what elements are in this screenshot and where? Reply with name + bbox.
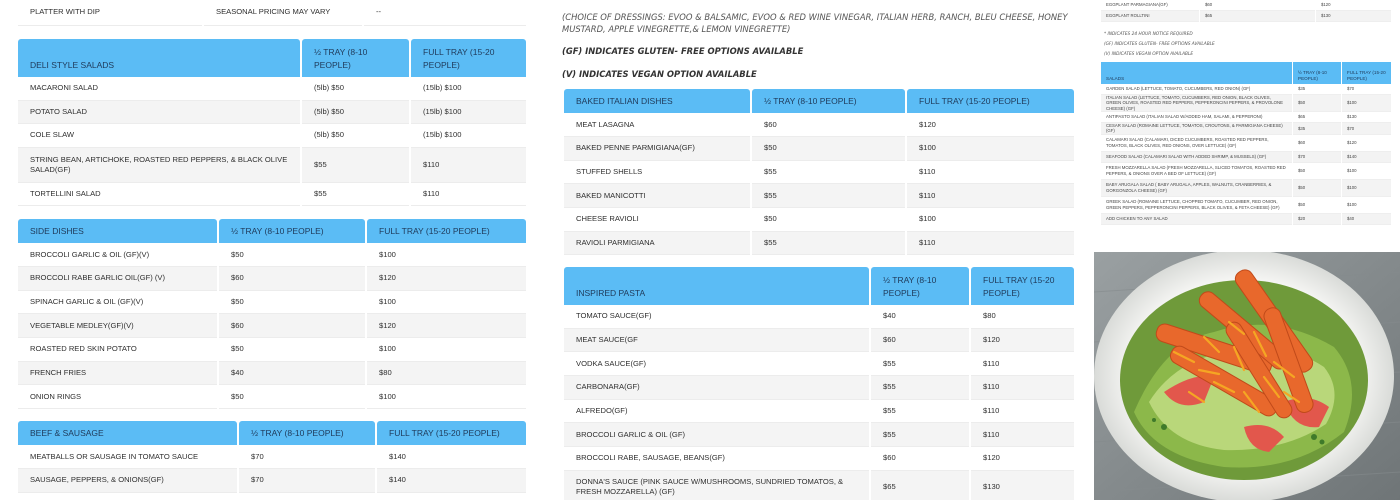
full-tray-heading: FULL TRAY (15-20 PEOPLE) <box>411 39 526 77</box>
salads-body <box>1101 84 1391 225</box>
side-dishes-table <box>16 219 528 409</box>
salad-item-row <box>1101 135 1391 152</box>
half-tray-price: $65 <box>1293 112 1341 123</box>
item-name: CALAMARI SALAD (CALAMARI, DICED CUCUMBERS, ROASTED RED PEPPERS, TOMATOS, BLACK OLIVES, RED ONIONS, OVER LETTUCE) (GF) <box>1101 135 1292 152</box>
half-tray-price: $50 <box>219 243 365 267</box>
deli-salad-row <box>18 183 526 207</box>
pasta-item-row <box>564 447 1074 471</box>
half-tray-heading: ½ TRAY (8-10 PEOPLE) <box>219 219 365 243</box>
full-tray-price: $100 <box>1342 95 1391 112</box>
eggplant-table-body <box>1101 0 1391 22</box>
item-name: ITALIAN SALAD (LETTUCE, TOMATO, CUCUMBERS, RED ONION, BLACK OLIVES, GREEN OLIVES, ROASTED RED PEPPERS, PEPPERONCINI PEPPERS, & PROVOLONE CHEESE) (GF) <box>1101 95 1292 112</box>
menu-column-left <box>16 0 528 500</box>
full-tray-price: $120 <box>367 314 526 338</box>
half-tray-price: $70 <box>239 469 375 493</box>
item-name: SAUSAGE, PEPPERS, & ONIONS(GF) <box>18 469 237 493</box>
salads-section <box>1100 62 1392 225</box>
inspired-pasta-body <box>564 305 1074 500</box>
item-name: FRENCH FRIES <box>18 362 217 386</box>
full-tray-price: $100 <box>1342 180 1391 197</box>
full-tray-price: $110 <box>411 183 526 207</box>
half-tray-price: $60 <box>752 113 905 137</box>
half-tray-price: $50 <box>752 208 905 232</box>
item-name: TORTELLINI SALAD <box>18 183 300 207</box>
full-tray-heading: FULL TRAY (15-20 PEOPLE) <box>367 219 526 243</box>
half-tray-price: $20 <box>1293 214 1341 225</box>
baked-dishes-section <box>562 89 1076 255</box>
salad-item-row <box>1101 180 1391 197</box>
item-name: GREEK SALAD (ROMAINE LETTUCE, CHOPPED TOMATO, CUCUMBER, RED ONION, GREEN PEPPERS, PEPPERONCINI PEPPERS, BLACK OLIVES, & FETA CHEESE) (GF) <box>1101 197 1292 214</box>
side-dish-row <box>18 314 526 338</box>
full-tray-price: $120 <box>1316 0 1391 11</box>
full-tray-price: $140 <box>377 445 526 469</box>
half-tray-price: $50 <box>219 385 365 409</box>
item-name: CHEESE RAVIOLI <box>564 208 750 232</box>
item-name: BROCCOLI GARLIC & OIL (GF) <box>564 423 869 447</box>
full-tray-price: $120 <box>1342 135 1391 152</box>
half-tray-price: $60 <box>871 447 969 471</box>
item-name: EGGPLANT PARMAGIANA(GF) <box>1101 0 1199 11</box>
right-notes <box>1104 30 1392 60</box>
half-tray-price: $55 <box>752 184 905 208</box>
item-name: MEAT SAUCE(GF <box>564 329 869 353</box>
beef-sausage-body <box>18 445 526 493</box>
baked-dish-row <box>564 232 1074 256</box>
platter-table-wrap <box>16 0 528 26</box>
salad-illustration <box>1094 252 1400 500</box>
half-tray-price: $60 <box>219 314 365 338</box>
baked-dish-row <box>564 161 1074 185</box>
baked-dishes-body <box>564 113 1074 255</box>
half-tray-price: $50 <box>1293 180 1341 197</box>
item-name: RAVIOLI PARMIGIANA <box>564 232 750 256</box>
beef-sausage-table <box>16 421 528 493</box>
half-tray-price: $60 <box>1293 135 1341 152</box>
side-dishes-body <box>18 243 526 409</box>
full-tray-price: $70 <box>1342 84 1391 95</box>
full-tray-price: $100 <box>367 243 526 267</box>
item-name: ADD CHICKEN TO ANY SALAD <box>1101 214 1292 225</box>
full-tray-price: $110 <box>907 184 1074 208</box>
eggplant-table <box>1100 0 1392 22</box>
full-tray-price: $130 <box>971 471 1074 500</box>
deli-salad-row <box>18 77 526 101</box>
salads-table <box>1100 62 1392 225</box>
beef-sausage-heading: BEEF & SAUSAGE <box>18 421 237 445</box>
salad-item-row <box>1101 95 1391 112</box>
baked-dish-row <box>564 208 1074 232</box>
item-name: STRING BEAN, ARTICHOKE, ROASTED RED PEPPERS, & BLACK OLIVE SALAD(GF) <box>18 148 300 183</box>
item-name: ONION RINGS <box>18 385 217 409</box>
half-tray-heading: ½ TRAY (8-10 PEOPLE) <box>871 267 969 305</box>
half-tray-price: $60 <box>871 329 969 353</box>
buffalo-chicken-salad-photo <box>1094 252 1400 500</box>
baked-dishes-table <box>562 89 1076 255</box>
full-tray-heading: FULL TRAY (15-20 PEOPLE) <box>971 267 1074 305</box>
item-name: STUFFED SHELLS <box>564 161 750 185</box>
right-note: * INDICATES 24 HOUR NOTICE REQUIRED <box>1104 32 1193 37</box>
half-tray-price: $55 <box>752 232 905 256</box>
side-dish-row <box>18 385 526 409</box>
beef-item-row <box>18 445 526 469</box>
deli-salad-row <box>18 124 526 148</box>
item-name: ALFREDO(GF) <box>564 400 869 424</box>
vegan-note: (V) INDICATES VEGAN OPTION AVAILABLE <box>562 69 757 79</box>
item-name: ROASTED RED SKIN POTATO <box>18 338 217 362</box>
half-tray-price: $40 <box>871 305 969 329</box>
item-name: BROCCOLI RABE, SAUSAGE, BEANS(GF) <box>564 447 869 471</box>
item-name: TOMATO SAUCE(GF) <box>564 305 869 329</box>
full-tray-price: $120 <box>367 267 526 291</box>
half-tray-price: $60 <box>1200 0 1315 11</box>
half-tray-heading: ½ TRAY (8-10 PEOPLE) <box>239 421 375 445</box>
full-tray-price: $130 <box>1316 11 1391 22</box>
full-tray-price: $120 <box>971 329 1074 353</box>
deli-salad-row <box>18 101 526 125</box>
baked-dish-row <box>564 137 1074 161</box>
platter-table <box>16 0 528 26</box>
half-tray-price: $50 <box>1293 163 1341 180</box>
half-tray-price: $35 <box>1293 123 1341 135</box>
baked-dishes-heading: BAKED ITALIAN DISHES <box>564 89 750 113</box>
inspired-pasta-section <box>562 267 1076 500</box>
half-tray-price: $55 <box>302 148 409 183</box>
full-tray-heading: FULL TRAY (15-20 PEOPLE) <box>377 421 526 445</box>
full-tray-price: (15lb) $100 <box>411 101 526 125</box>
inspired-pasta-table <box>562 267 1076 500</box>
salad-item-row <box>1101 84 1391 95</box>
half-tray-price: (5lb) $50 <box>302 101 409 125</box>
pasta-item-row <box>564 329 1074 353</box>
half-tray-price: $60 <box>219 267 365 291</box>
half-tray-price: $50 <box>1293 95 1341 112</box>
item-name: CESAR SALAD (ROMAINE LETTUCE, TOMATOS, CROUTONS, & PARMIGIANA CHEESE) (GF) <box>1101 123 1292 135</box>
item-name: POTATO SALAD <box>18 101 300 125</box>
beef-item-row <box>18 469 526 493</box>
full-tray-heading: FULL TRAY (15-20 PEOPLE) <box>1342 62 1391 84</box>
item-name: MEAT LASAGNA <box>564 113 750 137</box>
beef-sausage-section <box>16 421 528 493</box>
pasta-item-row <box>564 376 1074 400</box>
item-name: CARBONARA(GF) <box>564 376 869 400</box>
side-dish-row <box>18 267 526 291</box>
full-tray-price: $110 <box>971 423 1074 447</box>
item-name: BROCCOLI RABE GARLIC OIL(GF) (V) <box>18 267 217 291</box>
side-dish-row <box>18 291 526 315</box>
half-tray-price: $50 <box>219 291 365 315</box>
full-tray-price: $110 <box>907 232 1074 256</box>
item-name: SPINACH GARLIC & OIL (GF)(V) <box>18 291 217 315</box>
full-tray-price: $100 <box>1342 163 1391 180</box>
full-tray-price: $80 <box>971 305 1074 329</box>
full-tray-price: $80 <box>367 362 526 386</box>
pasta-item-row <box>564 400 1074 424</box>
item-name: BROCCOLI GARLIC & OIL (GF)(V) <box>18 243 217 267</box>
full-tray-price: $100 <box>907 137 1074 161</box>
salad-item-row <box>1101 214 1391 225</box>
full-tray-price: $100 <box>367 338 526 362</box>
half-tray-price: $50 <box>752 137 905 161</box>
baked-dish-row <box>564 184 1074 208</box>
half-tray-price: $55 <box>871 400 969 424</box>
full-tray-price: $140 <box>377 469 526 493</box>
dressings-note: (CHOICE OF DRESSINGS: EVOO & BALSAMIC, EVOO & RED WINE VINEGAR, ITALIAN HERB, RANCH, BLEU CHEESE, HONEY MUSTARD, APPLE VINEGRETTE,& LEMON VINEGRETTE) <box>562 12 1068 35</box>
item-name: EGGPLANT ROLLTINI <box>1101 11 1199 22</box>
full-tray-price: $140 <box>1342 152 1391 163</box>
half-tray-price: $35 <box>1293 84 1341 95</box>
side-dishes-section <box>16 219 528 409</box>
full-tray-price: $100 <box>367 385 526 409</box>
item-name: PLATTER WITH DIP <box>18 0 202 26</box>
half-tray-price: $55 <box>302 183 409 207</box>
item-name: BAKED PENNE PARMIGIANA(GF) <box>564 137 750 161</box>
pasta-item-row <box>564 471 1074 500</box>
platter-row <box>18 0 526 26</box>
full-tray-price: $70 <box>1342 123 1391 135</box>
half-tray-heading: ½ TRAY (8-10 PEOPLE) <box>752 89 905 113</box>
full-tray-heading: FULL TRAY (15-20 PEOPLE) <box>907 89 1074 113</box>
full-tray-price: (15lb) $100 <box>411 124 526 148</box>
half-tray-price: $65 <box>871 471 969 500</box>
half-tray-price: SEASONAL PRICING MAY VARY <box>204 0 362 26</box>
full-tray-price: $110 <box>971 352 1074 376</box>
half-tray-price: $65 <box>1200 11 1315 22</box>
half-tray-price: (5lb) $50 <box>302 124 409 148</box>
side-dishes-heading: SIDE DISHES <box>18 219 217 243</box>
pasta-item-row <box>564 305 1074 329</box>
salad-item-row <box>1101 163 1391 180</box>
right-note: (GF) INDICATES GLUTEN- FREE OPTIONS AVAILABLE <box>1104 42 1215 47</box>
inspired-pasta-heading: INSPIRED PASTA <box>564 267 869 305</box>
half-tray-price: $55 <box>871 376 969 400</box>
eggplant-row <box>1101 0 1391 11</box>
eggplant-row <box>1101 11 1391 22</box>
half-tray-heading: ½ TRAY (8-10 PEOPLE) <box>1293 62 1341 84</box>
full-tray-price: $40 <box>1342 214 1391 225</box>
half-tray-price: $55 <box>752 161 905 185</box>
deli-salads-table <box>16 39 528 206</box>
half-tray-price: $50 <box>1293 197 1341 214</box>
item-name: ANTIPASTO SALAD (ITALIAN SALAD W/ADDED HAM, SALAMI, & PEPPERONI) <box>1101 112 1292 123</box>
item-name: MACARONI SALAD <box>18 77 300 101</box>
salads-heading: SALADS <box>1101 62 1292 84</box>
half-tray-price: $70 <box>1293 152 1341 163</box>
full-tray-price: $110 <box>411 148 526 183</box>
salad-item-row <box>1101 112 1391 123</box>
gluten-free-note: (GF) INDICATES GLUTEN- FREE OPTIONS AVAILABLE <box>562 46 804 56</box>
item-name: SEAFOOD SALAD (CALAMARI SALAD WITH ADDED SHRIMP, & MUSSELS) (GF) <box>1101 152 1292 163</box>
item-name: FRESH MOZZARELLA SALAD (FRESH MOZZARELLA, SLICED TOMATOS, ROASTED RED PEPPERS, & ONIONS OVER A BED OF LETTUCE) (GF) <box>1101 163 1292 180</box>
side-dish-row <box>18 243 526 267</box>
half-tray-price: $50 <box>219 338 365 362</box>
item-name: GARDEN SALAD (LETTUCE, TOMATO, CUCUMBERS, RED ONION) (GF) <box>1101 84 1292 95</box>
side-dish-row <box>18 338 526 362</box>
pasta-item-row <box>564 423 1074 447</box>
menu-column-middle <box>562 0 1076 500</box>
menu-column-right <box>1100 0 1392 250</box>
item-name: DONNA'S SAUCE (PINK SAUCE W/MUSHROOMS, SUNDRIED TOMATOS, & FRESH MOZZARELLA) (GF) <box>564 471 869 500</box>
item-name: BABY ARUGALA SALAD ( BABY ARUGALA, APPLES, WALNUTS, CRANBERRIES, & GORGONZOLA CHEESE) (GF) <box>1101 180 1292 197</box>
full-tray-price: $100 <box>367 291 526 315</box>
right-note: (V) INDICATES VEGAN OPTION AVAILABLE <box>1104 52 1194 57</box>
half-tray-price: (5lb) $50 <box>302 77 409 101</box>
full-tray-price: $120 <box>907 113 1074 137</box>
salad-item-row <box>1101 197 1391 214</box>
item-name: BAKED MANICOTTI <box>564 184 750 208</box>
pasta-item-row <box>564 352 1074 376</box>
full-tray-price: $110 <box>971 400 1074 424</box>
deli-salads-section <box>16 39 528 206</box>
half-tray-heading: ½ TRAY (8-10 PEOPLE) <box>302 39 409 77</box>
full-tray-price: $130 <box>1342 112 1391 123</box>
full-tray-price: $100 <box>1342 197 1391 214</box>
deli-salad-row <box>18 148 526 183</box>
side-dish-row <box>18 362 526 386</box>
deli-salads-heading: DELI STYLE SALADS <box>18 39 300 77</box>
full-tray-price: $100 <box>907 208 1074 232</box>
full-tray-price: $110 <box>971 376 1074 400</box>
half-tray-price: $40 <box>219 362 365 386</box>
half-tray-price: $55 <box>871 352 969 376</box>
deli-salads-body <box>18 77 526 206</box>
item-name: COLE SLAW <box>18 124 300 148</box>
salad-item-row <box>1101 152 1391 163</box>
full-tray-price: -- <box>364 0 526 26</box>
half-tray-price: $55 <box>871 423 969 447</box>
platter-table-body <box>18 0 526 26</box>
full-tray-price: (15lb) $100 <box>411 77 526 101</box>
item-name: MEATBALLS OR SAUSAGE IN TOMATO SAUCE <box>18 445 237 469</box>
salad-item-row <box>1101 123 1391 135</box>
half-tray-price: $70 <box>239 445 375 469</box>
baked-dish-row <box>564 113 1074 137</box>
full-tray-price: $120 <box>971 447 1074 471</box>
full-tray-price: $110 <box>907 161 1074 185</box>
eggplant-table-wrap <box>1100 0 1392 22</box>
item-name: VODKA SAUCE(GF) <box>564 352 869 376</box>
item-name: VEGETABLE MEDLEY(GF)(V) <box>18 314 217 338</box>
